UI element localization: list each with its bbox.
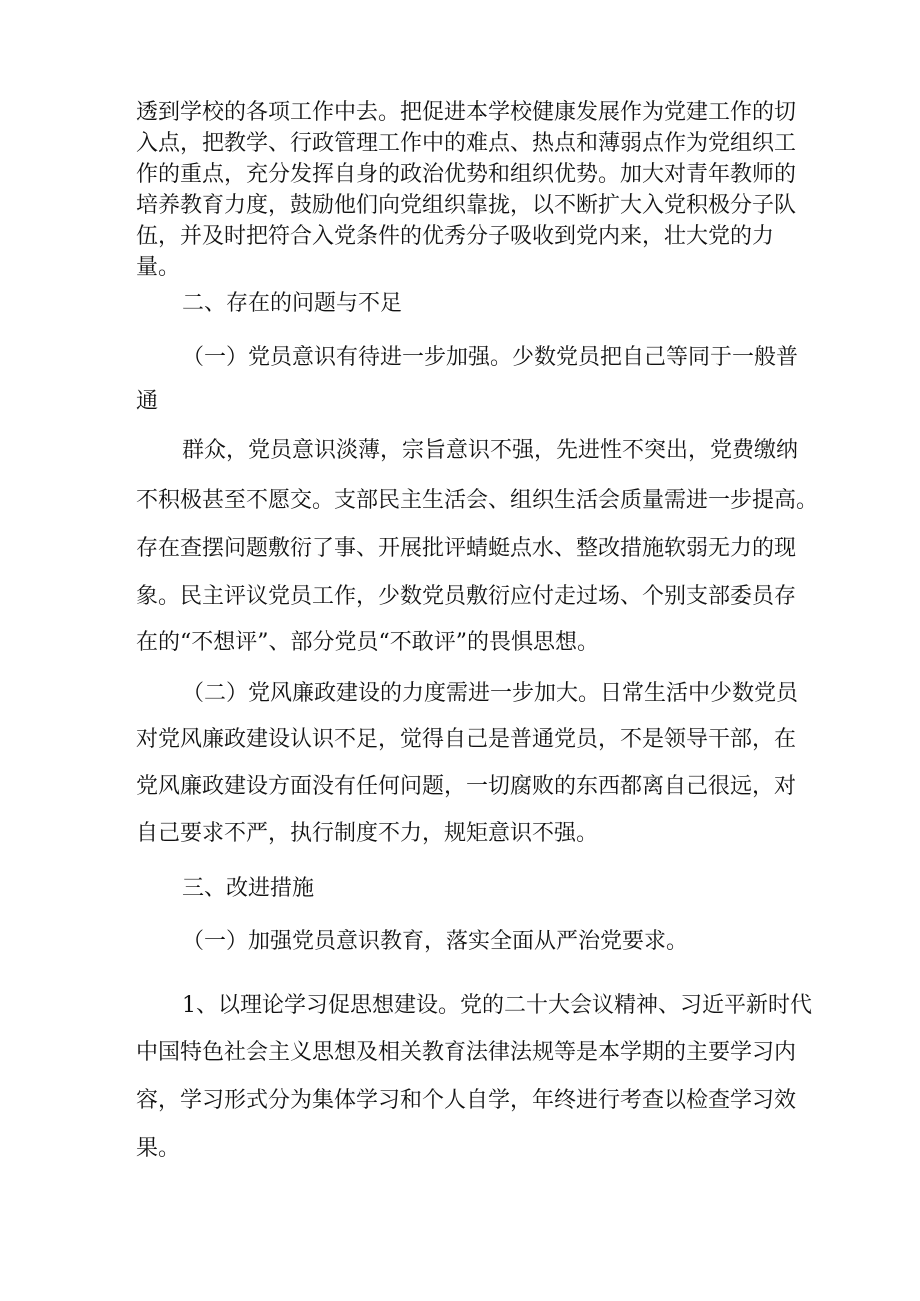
point-1-line-1: 1、以理论学习促思想建设。党的二十大会议精神、习近平新时代 (182, 993, 812, 1018)
point-1-line-4: 果。 (136, 1136, 181, 1161)
paragraph-intro (136, 97, 796, 283)
section-heading-measures: 三、改进措施 (182, 876, 315, 901)
item-2-line-2: 对党风廉政建设认识不足，觉得自己是普通党员，不是领导干部，在 (136, 727, 797, 752)
paragraph-intro-text: 透到学校的各项工作中去。把促进本学校健康发展作为党建工作的切入点，把教学、行政管理工作中的难点、热点和薄弱点作为党组织工作的重点，充分发挥自身的政治优势和组织优势。加大对青年教师的培养教育力度，鼓励他们向党组织靠拢，以不断扩大入党积极分子队伍，并及时把符合入党条件的优秀分子吸收到党内来，壮大党的力量。 (136, 100, 797, 280)
item-1-line-7: 在的“不想评”、部分党员“不敢评”的畏惧思想。 (136, 630, 599, 655)
section-heading-problems: 二、存在的问题与不足 (182, 291, 403, 316)
measure-1-heading: （一）加强党员意识教育，落实全面从严治党要求。 (182, 929, 689, 954)
item-2-line-4: 自己要求不严，执行制度不力，规矩意识不强。 (136, 821, 599, 846)
item-2-line-3: 党风廉政建设方面没有任何问题，一切腐败的东西都离自己很远，对 (136, 774, 797, 799)
point-1-line-3: 容，学习形式分为集体学习和个人自学，年终进行考查以检查学习效 (136, 1088, 797, 1113)
point-1-line-2: 中国特色社会主义思想及相关教育法律法规等是本学期的主要学习内 (136, 1040, 797, 1065)
item-1-line-2: 通 (136, 389, 159, 414)
item-1-line-3: 群众，党员意识淡薄，宗旨意识不强，先进性不突出，党费缴纳 (182, 438, 799, 463)
item-1-line-5: 存在查摆问题敷衍了事、开展批评蜻蜓点水、整改措施软弱无力的现 (136, 536, 797, 561)
item-1-line-1: （一）党员意识有待进一步加强。少数党员把自己等同于一般普 (182, 345, 799, 370)
item-1-line-6: 象。民主评议党员工作，少数党员敷衍应付走过场、个别支部委员存 (136, 584, 797, 609)
item-1-line-4: 不积极甚至不愿交。支部民主生活会、组织生活会质量需进一步提高。 (136, 488, 819, 513)
item-2-line-1: （二）党风廉政建设的力度需进一步加大。日常生活中少数党员 (182, 681, 799, 706)
